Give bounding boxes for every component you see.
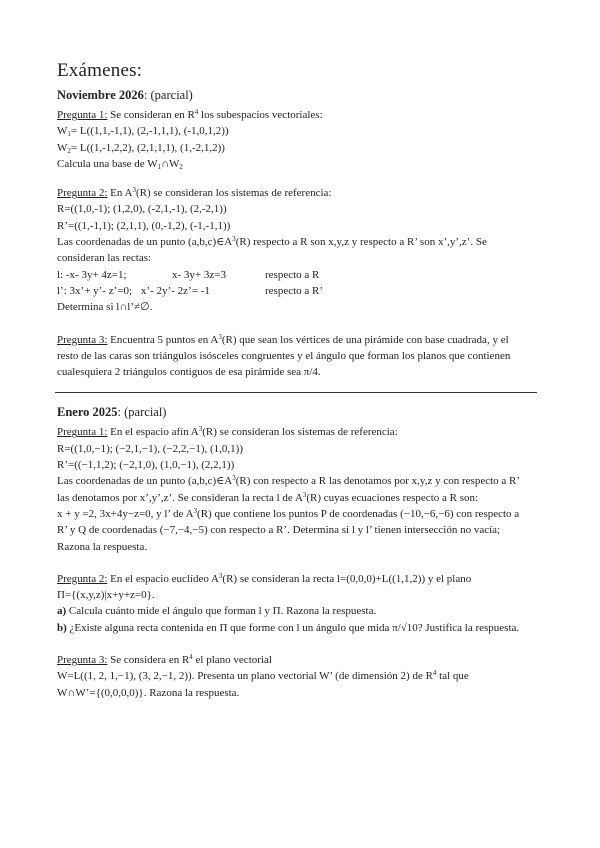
question-label: Pregunta 2: bbox=[57, 187, 108, 200]
math-line: R’=((−1,1,2); (−2,1,0), (1,0,−1), (2,2,1)) bbox=[57, 459, 235, 472]
subquestion-b bbox=[57, 620, 547, 636]
text: tal que bbox=[436, 670, 469, 683]
text: x + y =2, 3x+4y−z=0, y l’ de A bbox=[57, 507, 194, 520]
text: (R) se consideran los sistemas de referencia: bbox=[135, 187, 332, 200]
subscript: 1 bbox=[67, 130, 71, 139]
subquestion-a bbox=[57, 603, 547, 619]
text-line: Razona la respuesta. bbox=[57, 540, 148, 553]
question-1 bbox=[57, 424, 547, 554]
text: Calcula cuánto mide el ángulo que forman l y Π. Razona la respuesta. bbox=[66, 605, 377, 618]
text: ∩W bbox=[161, 157, 180, 170]
text-line: resto de las caras son triángulos isósceles congruentes y el ángulo que forman los planos que contienen bbox=[57, 349, 511, 362]
math-line bbox=[57, 140, 547, 156]
section-header-date: Noviembre 2026 bbox=[57, 88, 144, 102]
equation-note: respecto a R’ bbox=[265, 284, 324, 297]
text: = L((1,-1,2,2), (2,1,1,1), (1,-2,1,2)) bbox=[70, 141, 225, 154]
superscript: 4 bbox=[432, 669, 437, 678]
text: = L((1,1,-1,1), (2,-1,1,1), (-1,0,1,2)) bbox=[70, 125, 229, 138]
question-label: Pregunta 1: bbox=[57, 109, 108, 121]
text-line: consideran las rectas: bbox=[57, 252, 152, 265]
section-header-date: Enero 2025 bbox=[57, 405, 118, 420]
text: En A bbox=[107, 187, 133, 200]
text: Las coordenadas de un punto (a,b,c)∈A bbox=[57, 475, 233, 488]
text-line bbox=[57, 490, 547, 506]
question-2 bbox=[57, 185, 547, 315]
section-header-type: : (parcial) bbox=[143, 88, 193, 102]
text: Calcula una base de W bbox=[57, 157, 158, 170]
question-3 bbox=[57, 332, 547, 381]
superscript: 3 bbox=[302, 490, 307, 499]
text: (R) respecto a R son x,y,z y respecto a R’ son x’,y’,z’. Se bbox=[235, 236, 487, 249]
text-line: W∩W’={(0,0,0,0)}. Razona la respuesta. bbox=[57, 686, 240, 699]
text: (R) con respecto a R las denotamos por x,y,z y con respecto a R’ bbox=[235, 475, 521, 488]
math-line: R=((1,0,-1); (1,2,0), (-2,1,-1), (2,-2,1)) bbox=[57, 203, 227, 216]
text-line: Determina si l∩l’≠∅. bbox=[57, 301, 153, 314]
math-line bbox=[57, 156, 547, 172]
section-enero-2025 bbox=[57, 405, 547, 700]
text: Encuentra 5 puntos en A bbox=[107, 333, 219, 346]
text: En el espacio afín A bbox=[107, 426, 199, 439]
subscript: 1 bbox=[157, 162, 162, 171]
subscript: 2 bbox=[179, 162, 183, 171]
superscript: 3 bbox=[198, 425, 203, 434]
text: Se consideran en R bbox=[107, 109, 195, 121]
text: las denotamos por x’,y’,z’. Se consideran la recta l de A bbox=[57, 491, 303, 504]
equation: l’: 3x’+ y’- z’=0; bbox=[57, 284, 133, 297]
question-label: Pregunta 2: bbox=[57, 572, 108, 585]
superscript: 3 bbox=[232, 235, 236, 244]
text: En el espacio euclídeo A bbox=[107, 572, 219, 585]
question-text bbox=[57, 185, 547, 201]
math-line: R’=((1,-1,1); (2,1,1), (0,-1,2), (-1,-1,1)) bbox=[57, 219, 231, 232]
text: Las coordenadas de un punto (a,b,c)∈A bbox=[57, 236, 233, 249]
page-title: Exámenes: bbox=[57, 60, 143, 81]
question-text bbox=[57, 571, 547, 587]
text-line bbox=[57, 668, 547, 684]
question-label: Pregunta 1: bbox=[57, 426, 108, 439]
question-2 bbox=[57, 571, 547, 636]
section-header bbox=[57, 88, 547, 103]
text: (R) que contiene los puntos P de coordenadas (−10,−6,−6) con respecto a bbox=[197, 507, 520, 520]
section-divider bbox=[55, 392, 537, 393]
text-line bbox=[57, 234, 547, 250]
text: los subespacios vectoriales: bbox=[198, 109, 323, 121]
math-line: Π={(x,y,z)|x+y+z=0}. bbox=[57, 589, 155, 602]
section-header-type: : (parcial) bbox=[117, 405, 167, 420]
math-line: R=((1,0,−1); (−2,1,−1), (−2,2,−1), (1,0,1)) bbox=[57, 442, 243, 455]
superscript: 3 bbox=[218, 571, 223, 580]
question-text bbox=[57, 424, 547, 440]
superscript: 3 bbox=[132, 186, 136, 195]
text: ¿Existe alguna recta contenida en Π que forme con l un ángulo que mida π/√10? Justifica la respuesta. bbox=[66, 621, 520, 634]
question-label: Pregunta 3: bbox=[57, 654, 108, 667]
text-line: R’ y Q de coordenadas (−7,−4,−5) con respecto a R’. Determina si l y l’ tienen intersección no vacía; bbox=[57, 524, 501, 537]
superscript: 4 bbox=[189, 653, 193, 662]
superscript: 3 bbox=[218, 332, 222, 341]
subquestion-label: b) bbox=[57, 621, 67, 634]
text-line bbox=[57, 506, 547, 522]
equation: l: -x- 3y+ 4z=1; bbox=[57, 268, 127, 281]
text: (R) que sean los vértices de una pirámide con base cuadrada, y el bbox=[221, 333, 509, 346]
math-line bbox=[57, 267, 547, 283]
section-header bbox=[57, 405, 547, 420]
superscript: 3 bbox=[232, 474, 236, 483]
text: W=L((1, 2, 1,−1), (3, 2,−1, 2)). Presenta un plano vectorial W’ (de dimensión 2) de R bbox=[57, 670, 433, 683]
text: el plano vectorial bbox=[192, 654, 272, 667]
text-line bbox=[57, 473, 547, 489]
text: (R) se consideran la recta l=(0,0,0)+L((1,1,2)) y el plano bbox=[222, 572, 472, 585]
question-3 bbox=[57, 652, 547, 701]
text: (R) se consideran los sistemas de referencia: bbox=[202, 426, 398, 439]
superscript: 3 bbox=[193, 506, 198, 515]
equation: x- 3y+ 3z=3 bbox=[172, 268, 226, 281]
math-line bbox=[57, 283, 547, 299]
equation-note: respecto a R bbox=[265, 268, 320, 281]
equation: x’- 2y’- 2z’= -1 bbox=[141, 284, 210, 297]
question-label: Pregunta 3: bbox=[57, 333, 108, 346]
question-text bbox=[57, 332, 547, 348]
math-line bbox=[57, 123, 547, 139]
section-noviembre-2026 bbox=[57, 88, 547, 380]
text: W bbox=[57, 125, 68, 138]
question-text bbox=[57, 107, 547, 123]
text: W bbox=[57, 141, 68, 154]
question-1 bbox=[57, 107, 547, 172]
exam-page bbox=[57, 60, 547, 701]
superscript: 4 bbox=[194, 108, 199, 116]
subscript: 2 bbox=[67, 146, 71, 155]
subquestion-label: a) bbox=[57, 605, 67, 618]
text-line: cualesquiera 2 triángulos contiguos de esa pirámide sea π/4. bbox=[57, 366, 321, 379]
text: Se considera en R bbox=[107, 654, 190, 667]
question-text bbox=[57, 652, 547, 668]
text: (R) cuyas ecuaciones respecto a R son: bbox=[306, 491, 479, 504]
